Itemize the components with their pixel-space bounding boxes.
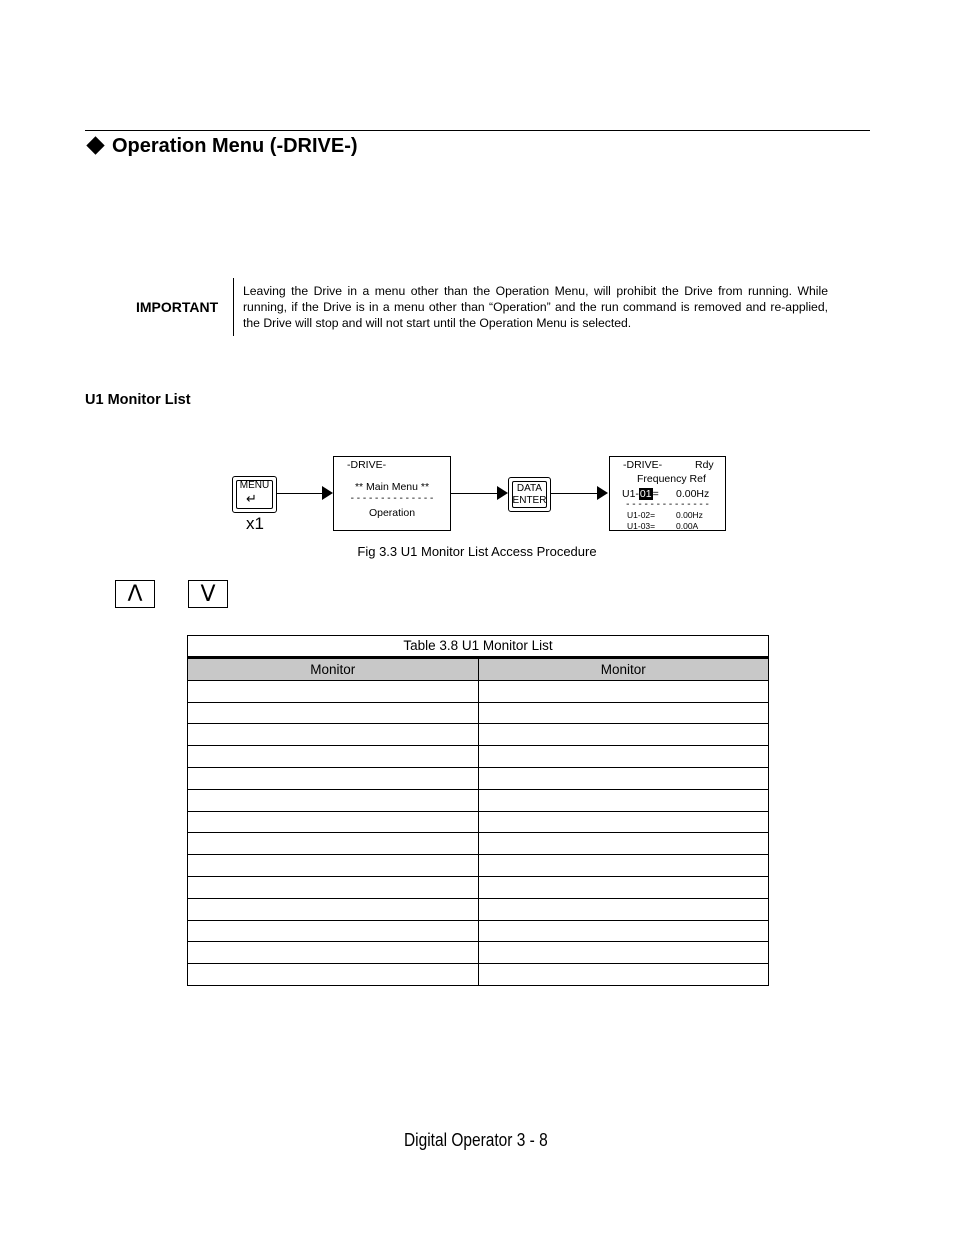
arrow-1-head-icon [322,486,333,500]
arrow-3-line [551,493,598,494]
table-cell [478,724,769,746]
table-row [188,702,769,724]
table-cell [478,680,769,702]
important-text: Leaving the Drive in a menu other than the Operation Menu, will prohibit the Drive from running. While running, if the Drive is in a menu other than “Operation” and the run command is removed and re-applied, the Drive will stop and will not start until the Operation Menu is selected. [243,284,828,330]
table-cell [478,789,769,811]
menu-key [232,476,277,513]
section-title [85,135,358,158]
table-cell [188,876,479,898]
important-divider [233,278,234,336]
table-cell [478,876,769,898]
lcd2-param-eq: = [652,488,659,500]
lcd2-value: 0.00Hz [676,488,710,500]
lcd1-line2: ** Main Menu ** [354,481,430,493]
lcd2-param-num: 01 [639,488,652,500]
table-row [188,746,769,768]
table-row [188,942,769,964]
table-cell [188,942,479,964]
lcd-frequency-ref [609,456,726,531]
data-key-line1: DATA [516,483,543,494]
table-cell [188,964,479,986]
subheading: U1 Monitor List [85,392,191,408]
table-cell [188,920,479,942]
table-cell [188,746,479,768]
figure-caption: Fig 3.3 U1 Monitor List Access Procedure [357,544,597,559]
arrow-2-head-icon [497,486,508,500]
table-header-monitor-1: Monitor [188,659,479,681]
lcd2-row3-label: U1-03= [627,521,656,531]
table-cell [188,724,479,746]
up-arrow-icon: Λ [127,582,143,607]
table-row [188,789,769,811]
table-row [188,767,769,789]
lcd2-row3-value: 0.00A [676,521,699,531]
data-key-line2: ENTER [512,495,547,506]
table-header-row [188,659,769,681]
table-cell [478,964,769,986]
table-cell [478,746,769,768]
table-row [188,855,769,877]
table-cell [478,942,769,964]
lcd2-title: Frequency Ref [637,473,706,485]
table-cell [188,898,479,920]
table-row [188,898,769,920]
table-row [188,724,769,746]
lcd1-separator: - - - - - - - - - - - - - - [350,493,434,504]
lcd2-separator: - - - - - - - - - - - - - - [626,499,709,510]
table-row [188,920,769,942]
lcd2-row2-label: U1-02= [627,510,656,520]
down-arrow-key [188,580,228,608]
table-row [188,833,769,855]
down-arrow-icon: V [200,582,216,607]
table-cell [188,855,479,877]
arrow-2-line [451,493,498,494]
table-cell [478,833,769,855]
table-cell [188,789,479,811]
menu-key-label: MENU [239,480,270,491]
table-cell [188,767,479,789]
lcd1-line3: Operation [368,507,416,519]
arrow-1-line [277,493,323,494]
lcd2-status: Rdy [695,459,714,471]
table-cell [478,767,769,789]
top-rule [85,130,870,131]
table-cell [188,680,479,702]
return-icon: ↵ [246,492,257,507]
table-header-monitor-2: Monitor [478,659,769,681]
table-cell [478,811,769,833]
section-title-text: Operation Menu (-DRIVE-) [112,135,358,157]
table-cell [478,898,769,920]
lcd2-param-prefix: U1- [622,488,639,500]
lcd2-row2-value: 0.00Hz [676,510,703,520]
press-count: x1 [246,514,264,533]
table-caption: Table 3.8 U1 Monitor List [187,635,769,658]
diamond-bullet-icon [86,137,104,155]
lcd1-line1: -DRIVE- [347,459,387,471]
table-row [188,680,769,702]
data-enter-key [508,477,551,512]
lcd-main-menu [333,456,451,531]
arrow-3-head-icon [597,486,608,500]
monitor-table [187,635,769,986]
table-row [188,964,769,986]
table-row [188,811,769,833]
table-cell [478,855,769,877]
table-cell [188,833,479,855]
table-row [188,876,769,898]
important-label: IMPORTANT [136,299,219,315]
table-cell [188,702,479,724]
table-cell [478,702,769,724]
table-cell [478,920,769,942]
table-body [188,680,769,985]
page-footer: Digital Operator 3 - 8 [404,1130,548,1150]
lcd2-mode: -DRIVE- [623,459,663,471]
up-arrow-key [115,580,155,608]
table-cell [188,811,479,833]
